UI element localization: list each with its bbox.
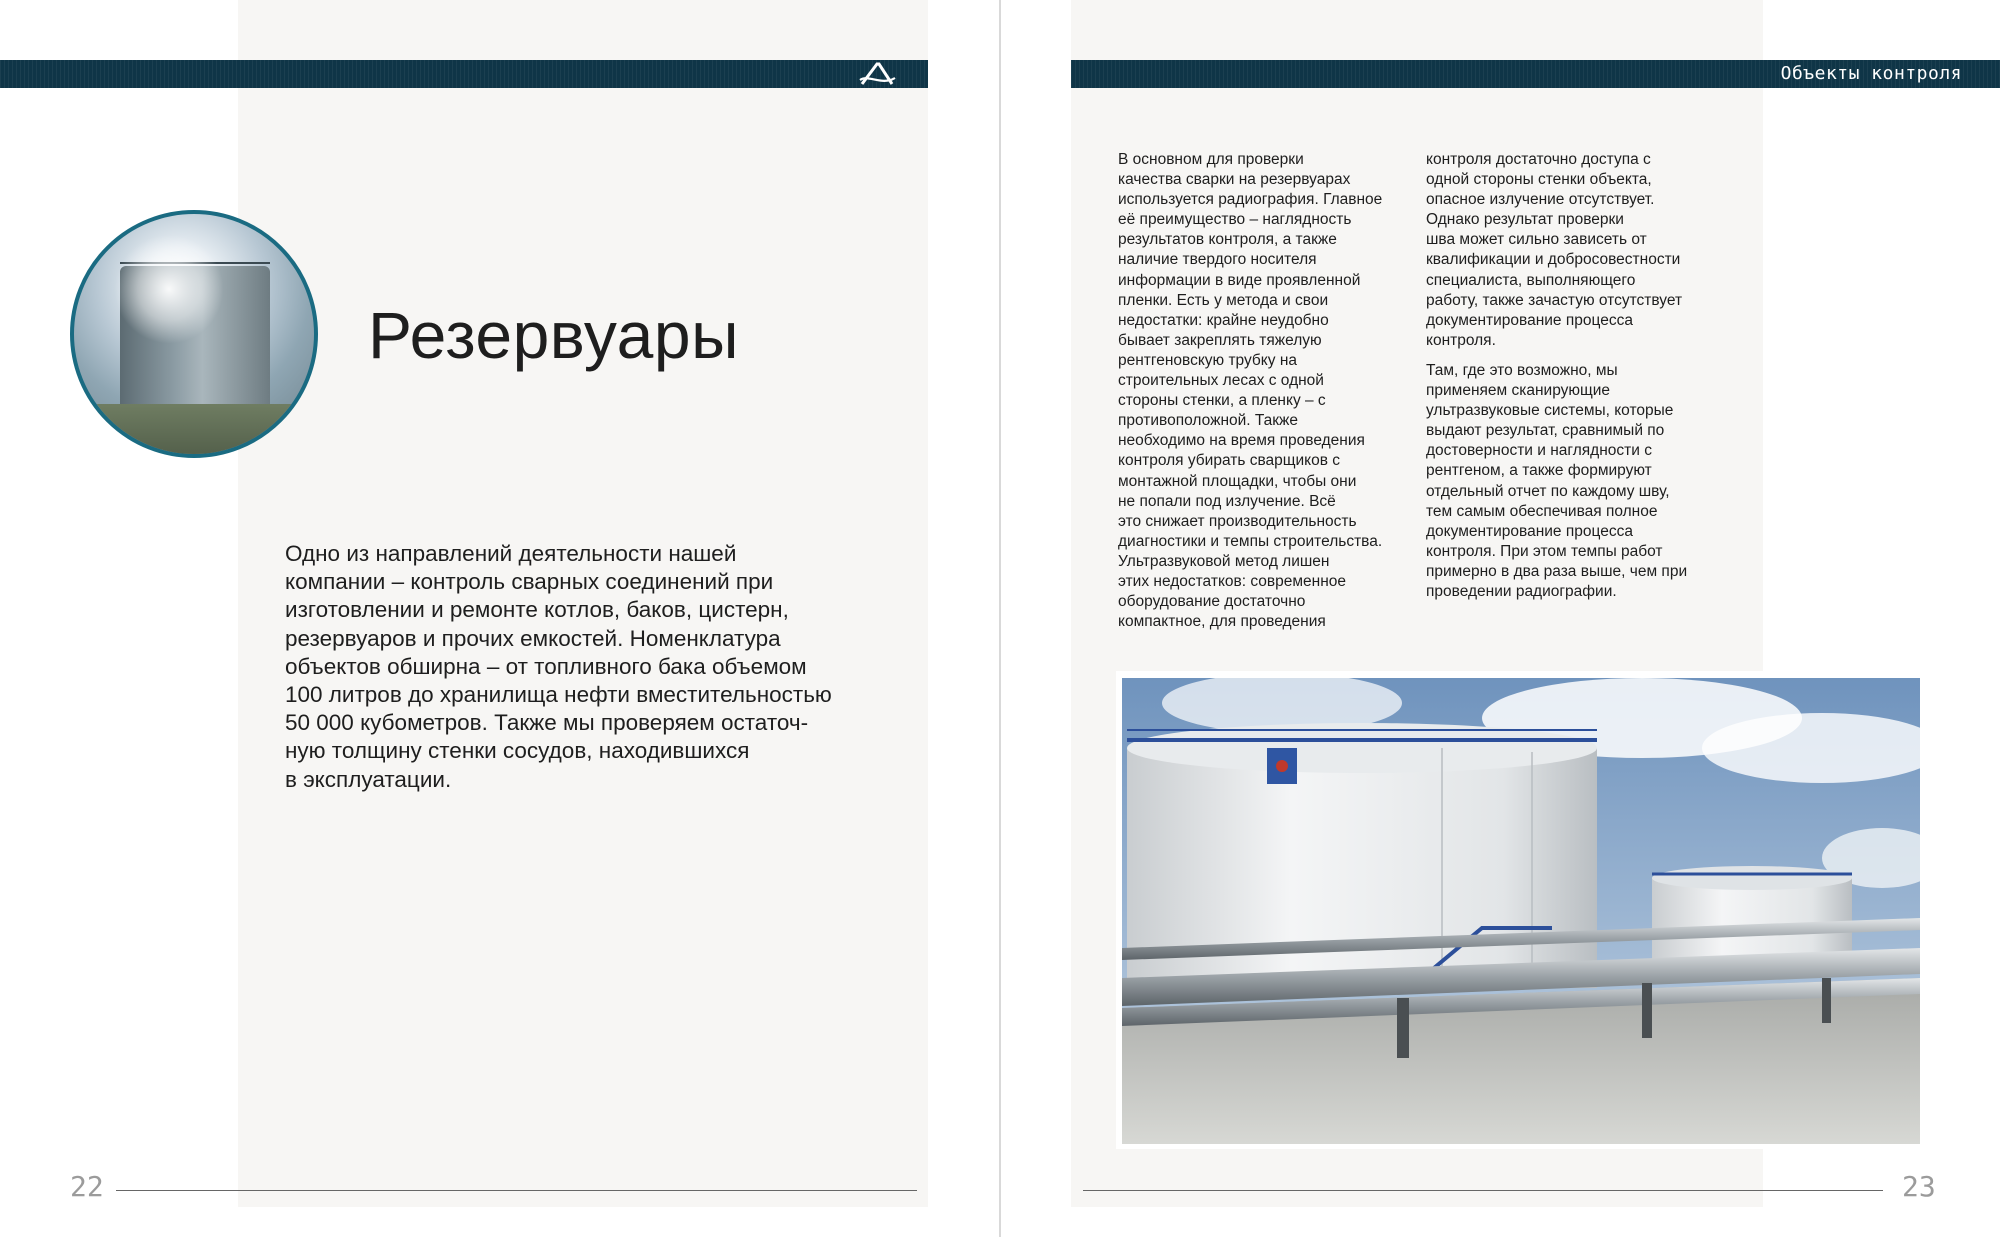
text-line: рентгеном, а также формируют [1426,462,1652,480]
text-line: работу, также зачастую отсутствует [1426,291,1683,309]
text-line: специалиста, выполняющего [1426,271,1636,289]
intro-paragraph [285,540,865,794]
footer-rule-right [1083,1190,1883,1191]
text-line: стороны стенки, а пленку – с [1118,392,1326,410]
text-line: компактное, для проведения [1118,613,1326,631]
storage-tanks-photo [1122,678,1920,1144]
text-line: примерно в два раза выше, чем при [1426,562,1688,580]
text-line: документирование процесса [1426,522,1633,540]
text-line: противоположной. Также [1118,412,1299,430]
text-line: контроля. [1426,331,1496,349]
text-line: проведении радиографии. [1426,582,1617,600]
text-line: это снижает производительность [1118,512,1357,530]
text-line: шва может сильно зависеть от [1426,231,1647,249]
text-line: строительных лесах с одной [1118,372,1324,390]
text-column-1 [1118,150,1423,642]
text-line: выдают результат, сравнимый по [1426,422,1665,440]
circle-ground [74,404,314,458]
text-line: недостатки: крайне неудобно [1118,311,1329,329]
text-line: квалификации и добросовестности [1426,251,1681,269]
left-header-band [0,60,928,88]
text-line: применяем сканирующие [1426,382,1611,400]
section-label: Объекты контроля [1780,63,1962,84]
intro-line: изготовлении и ремонте котлов, баков, цистерн, [285,597,789,623]
text-line: тем самым обеспечивая полное [1426,502,1658,520]
text-line: контроля достаточно доступа с [1426,151,1651,168]
text-line: используется радиография. Главное [1118,191,1383,209]
column-paragraph [1426,361,1731,602]
storage-tanks-illustration [1122,678,1920,1144]
intro-line: Одно из направлений деятельности нашей [285,541,737,566]
column-paragraph [1426,150,1731,351]
text-line: не попали под излучение. Всё [1118,492,1336,510]
intro-line: ную толщину стенки сосудов, находившихся [285,738,750,764]
text-line: контроля. При этом темпы работ [1426,542,1663,560]
text-line: диагностики и темпы строительства. [1118,532,1383,550]
text-line: Там, где это возможно, мы [1426,361,1618,379]
text-line: опасное излучение отсутствует. [1426,191,1655,209]
text-line: необходимо на время проведения [1118,432,1365,450]
text-line: этих недостатков: современное [1118,572,1347,590]
text-line: рентгеновскую трубку на [1118,351,1297,369]
text-line: достоверности и наглядности с [1426,442,1652,460]
text-line: отдельный отчет по каждому шву, [1426,482,1670,500]
text-line: пленки. Есть у метода и свои [1118,291,1329,309]
text-line: наличие твердого носителя [1118,251,1317,269]
text-line: Однако результат проверки [1426,211,1624,229]
text-line: результатов контроля, а также [1118,231,1337,249]
intro-line: 100 литров до хранилища нефти вместительностью [285,682,832,708]
tank-photo-circle [70,210,318,458]
page-number-left: 22 [70,1170,104,1203]
text-line: контроля убирать сварщиков с [1118,452,1341,470]
company-logo-icon [858,62,896,86]
text-line: ультразвуковые системы, которые [1426,402,1674,420]
text-line: информации в виде проявленной [1118,271,1361,289]
column-paragraph [1118,150,1423,632]
text-column-2 [1426,150,1731,612]
text-line: документирование процесса [1426,311,1633,329]
intro-line: в эксплуатации. [285,766,452,792]
footer-rule-left [116,1190,917,1191]
text-line: оборудование достаточно [1118,593,1306,611]
intro-line: резервуаров и прочих емкостей. Номенклатура [285,625,781,651]
intro-line: объектов обширна – от топливного бака объемом [285,653,807,679]
text-line: одной стороны стенки объекта, [1426,171,1652,189]
text-line: её преимущество – наглядность [1118,211,1352,229]
intro-line: 50 000 кубометров. Также мы проверяем остаточ- [285,710,809,736]
text-line: Ультразвуковой метод лишен [1118,552,1330,570]
text-line: качества сварки на резервуарах [1118,171,1351,189]
book-spine [999,0,1001,1237]
page-title: Резервуары [368,298,740,372]
text-line: бывает закреплять тяжелую [1118,331,1322,349]
page-number-right: 23 [1902,1170,1936,1203]
intro-line: компании – контроль сварных соединений при [285,569,774,595]
text-line: В основном для проверки [1118,151,1304,168]
text-line: монтажной площадки, чтобы они [1118,472,1357,490]
circle-sun-flare [114,234,224,344]
